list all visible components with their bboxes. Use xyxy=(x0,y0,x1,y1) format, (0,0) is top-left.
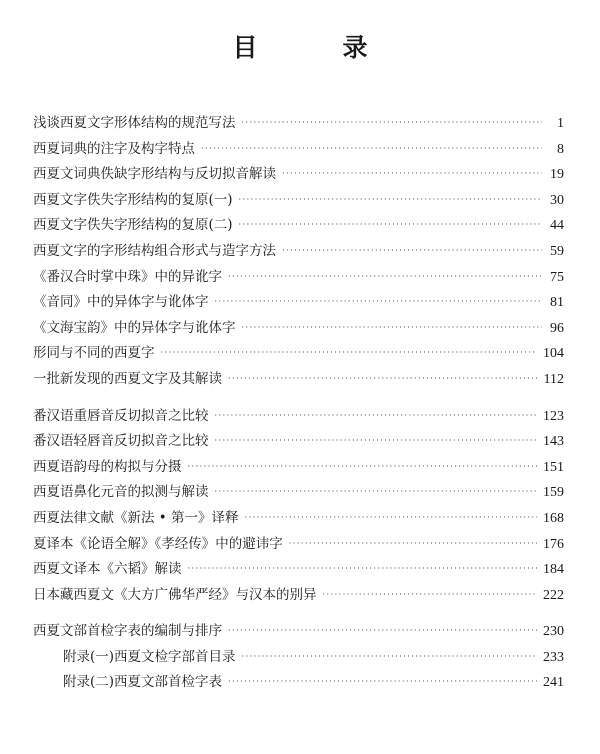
entry-title: 浅谈西夏文字形体结构的规范写法 xyxy=(33,115,236,131)
page-number: 143 xyxy=(543,434,564,450)
page-number: 8 xyxy=(557,141,564,157)
entry-title: 西夏文字的字形结构组合形式与造字方法 xyxy=(33,242,276,259)
page-number: 44 xyxy=(550,218,564,234)
page-number: 104 xyxy=(543,346,564,362)
page-number: 233 xyxy=(543,649,564,665)
dot-leader xyxy=(282,238,542,264)
page-number: 75 xyxy=(550,269,564,285)
dot-leader xyxy=(239,187,542,213)
dot-leader xyxy=(161,340,538,366)
page-number: 1 xyxy=(557,116,564,131)
toc-entry[interactable] xyxy=(33,619,564,645)
dot-leader xyxy=(215,403,538,429)
toc-entry[interactable] xyxy=(33,137,564,163)
toc-entry[interactable] xyxy=(33,213,564,239)
entry-title: 日本藏西夏文《大方广佛华严经》与汉本的别异 xyxy=(33,586,317,603)
toc-group xyxy=(33,404,564,609)
page-number: 230 xyxy=(543,624,564,640)
entry-title: 《音同》中的异体字与讹体字 xyxy=(33,294,209,311)
toc-entry[interactable] xyxy=(33,404,564,430)
page-number: 168 xyxy=(543,510,564,526)
dot-leader xyxy=(245,505,537,531)
entry-title: 《文海宝韵》中的异体字与讹体字 xyxy=(33,319,236,336)
toc-entry[interactable] xyxy=(33,265,564,291)
dot-leader xyxy=(201,136,542,162)
page-number: 184 xyxy=(543,562,564,578)
entry-title: 《番汉合时掌中珠》中的异讹字 xyxy=(33,268,222,285)
entry-title: 西夏文字佚失字形结构的复原(一) xyxy=(33,191,233,208)
page-number: 176 xyxy=(543,536,564,552)
dot-leader xyxy=(242,644,537,670)
entry-title: 西夏法律文献《新法 • 第一》译释 xyxy=(33,509,239,526)
page-title: 目 录 xyxy=(232,33,398,62)
page-number: 151 xyxy=(543,459,564,475)
toc-entry[interactable] xyxy=(33,162,564,188)
toc-entry[interactable] xyxy=(33,532,564,558)
page-number: 112 xyxy=(543,371,564,387)
dot-leader xyxy=(228,618,537,644)
toc-entry[interactable] xyxy=(33,316,564,342)
toc-entry[interactable] xyxy=(33,455,564,481)
toc-entry[interactable] xyxy=(33,188,564,214)
entry-title: 西夏文字佚失字形结构的复原(二) xyxy=(33,217,233,234)
dot-leader xyxy=(188,556,538,582)
toc-entry[interactable] xyxy=(33,111,564,137)
entry-title: 西夏语鼻化元音的拟测与解读 xyxy=(33,484,209,501)
entry-title: 西夏词典的注字及构字特点 xyxy=(33,140,195,157)
toc-entry[interactable] xyxy=(33,480,564,506)
toc-sub-entry[interactable] xyxy=(33,645,564,671)
dot-leader xyxy=(228,366,538,392)
entry-title: 一批新发现的西夏文字及其解读 xyxy=(33,370,222,387)
toc-entry[interactable] xyxy=(33,341,564,367)
toc-entry[interactable] xyxy=(33,290,564,316)
dot-leader xyxy=(228,264,542,290)
page-number: 222 xyxy=(543,587,564,603)
dot-leader xyxy=(228,669,537,695)
toc-entry[interactable] xyxy=(33,367,564,393)
table-of-contents xyxy=(33,111,564,696)
toc-entry[interactable] xyxy=(33,429,564,455)
toc-entry[interactable] xyxy=(33,557,564,583)
entry-title: 西夏语韵母的构拟与分摄 xyxy=(33,458,182,475)
page-number: 81 xyxy=(550,295,564,311)
dot-leader xyxy=(282,161,542,187)
entry-title: 番汉语重唇音反切拟音之比较 xyxy=(33,407,209,424)
toc-sub-entry[interactable] xyxy=(33,670,564,696)
entry-title: 形同与不同的西夏字 xyxy=(33,345,155,362)
page-number: 159 xyxy=(543,485,564,501)
entry-title: 西夏文部首检字表的编制与排序 xyxy=(33,623,222,640)
page-number: 241 xyxy=(543,675,564,691)
page-number: 123 xyxy=(543,408,564,424)
toc-entry[interactable] xyxy=(33,239,564,265)
page-number: 96 xyxy=(550,320,564,336)
dot-leader xyxy=(239,212,542,238)
entry-title: 附录(二)西夏文部首检字表 xyxy=(63,674,223,691)
dot-leader xyxy=(242,315,543,341)
dot-leader xyxy=(242,110,543,136)
entry-title: 西夏文译本《六韬》解读 xyxy=(33,561,182,578)
page-number: 30 xyxy=(550,192,564,208)
toc-entry[interactable] xyxy=(33,506,564,532)
dot-leader xyxy=(323,582,538,608)
toc-entry[interactable] xyxy=(33,583,564,609)
entry-title: 夏译本《论语全解》《孝经传》中的避讳字 xyxy=(33,535,283,552)
page-number: 19 xyxy=(550,167,564,183)
toc-group xyxy=(33,619,564,696)
toc-group xyxy=(33,111,564,393)
dot-leader xyxy=(289,531,537,557)
entry-title: 西夏文词典佚缺字形结构与反切拟音解读 xyxy=(33,166,276,183)
entry-title: 附录(一)西夏文检字部首目录 xyxy=(63,648,236,665)
entry-title: 番汉语轻唇音反切拟音之比较 xyxy=(33,433,209,450)
dot-leader xyxy=(215,479,538,505)
dot-leader xyxy=(215,428,538,454)
page-number: 59 xyxy=(550,243,564,259)
dot-leader xyxy=(188,454,538,480)
dot-leader xyxy=(215,289,543,315)
